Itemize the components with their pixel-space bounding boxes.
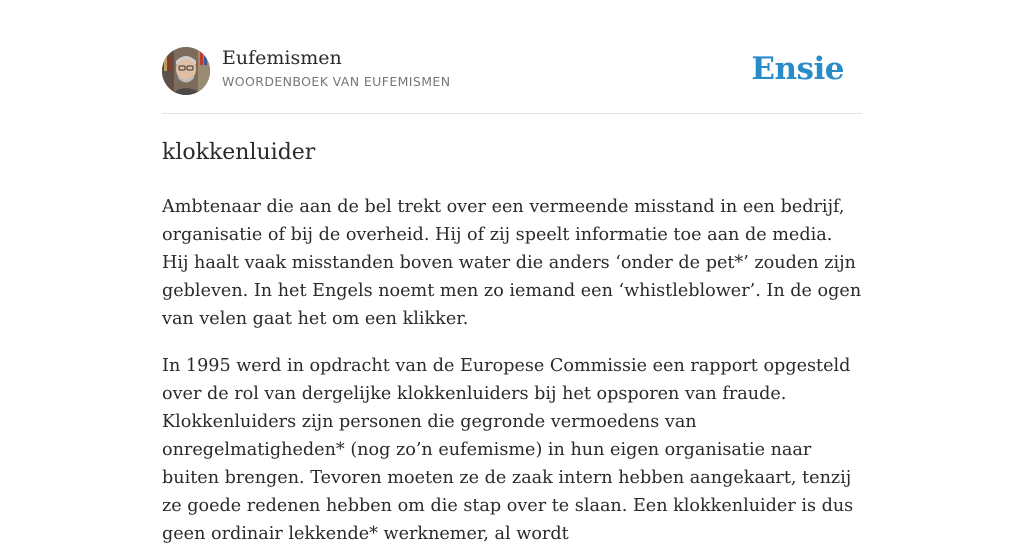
author-info xyxy=(222,46,450,90)
entry-title: klokkenluider xyxy=(162,140,316,165)
entry-paragraph: In 1995 werd in opdracht van de Europese Commissie een rapport opgesteld over de rol van dergelijke klokkenluiders bij het opsporen van fraude. Klokkenluiders zijn personen die gegronde vermoedens van onregelmatigheden* (nog zo’n eufemisme) in hun eigen organisatie naar buiten brengen. Tevoren moeten ze de zaak intern hebben aangekaart, tenzij ze goede redenen hebben om die stap over te slaan. Een klokkenluider is dus geen ordinair lekkende* werknemer, al wordt xyxy=(162,356,854,544)
header xyxy=(162,0,862,114)
avatar[interactable] xyxy=(162,47,210,95)
entry-paragraph: Ambtenaar die aan de bel trekt over een vermeende misstand in een bedrijf, organisatie of bij de overheid. Hij of zij speelt informatie toe aan de media. Hij haalt vaak misstanden boven water die anders ‘onder de pet*’ zouden zijn gebleven. In het Engels noemt men zo iemand een ‘whistleblower’. In de ogen van velen gaat het om een klikker. xyxy=(162,197,862,329)
author-name[interactable]: Eufemismen xyxy=(222,47,342,69)
author-subtitle[interactable]: WOORDENBOEK VAN EUFEMISMEN xyxy=(222,74,451,89)
page xyxy=(162,0,862,548)
portrait-image xyxy=(162,47,210,95)
ensie-logo[interactable]: Ensie xyxy=(751,51,844,87)
